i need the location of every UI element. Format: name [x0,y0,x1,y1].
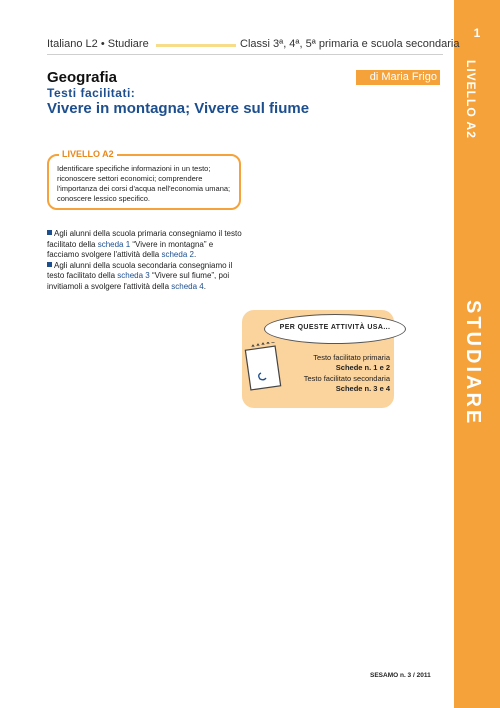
page-number: 1 [473,26,481,40]
header-divider [47,54,443,55]
author-badge: di Maria Frigo [356,70,440,85]
page-title: Geografia [47,69,118,86]
speech-bubble [264,314,406,344]
instruction-paragraph [47,229,245,261]
level-box-label: LIVELLO A2 [59,149,117,159]
paragraph-text: Agli alunni della scuola primaria consegniamo il testo facilitato della [47,229,242,249]
footer-issue: SESAMO n. 3 / 2011 [370,672,431,679]
paragraph-text: “Vivere sul fiume”, poi invitiamoli a svolgere l'attività della [47,271,230,291]
subtitle-topics: Vivere in montagna; Vivere sul fiume [47,100,310,117]
scheda-link: scheda 4 [171,281,204,291]
paragraph-text: Agli alunni della scuola secondaria consegniamo il testo facilitato della [47,260,233,280]
instruction-paragraph [47,261,245,293]
scheda-link: scheda 1 [97,239,131,249]
materials-line: Testo facilitato secondaria [303,373,390,383]
materials-line: Schede n. 1 e 2 [335,363,390,373]
instructions [47,229,245,292]
paragraph-text: “Vivere in montagna” e facciamo svolgere l'attività della [47,239,214,259]
level-objectives-box [47,149,241,210]
scheda-link: scheda 2 [161,250,194,259]
scheda-link: scheda 3 [117,271,150,280]
sidebar [454,0,500,708]
paragraph-text: . [193,250,197,259]
bullet-square-icon [47,230,52,235]
bullet-square-icon [47,262,52,267]
materials-list [290,353,390,394]
header-section: Italiano L2 • Studiare [47,38,149,50]
level-objectives-text: Identificare specifiche informazioni in un testo; riconoscere settori economici; comprendere l'importanza dei corsi d'acqua nell'economia umana; conoscere lessico specifico. [57,164,231,203]
notepad-icon [244,342,284,392]
materials-line: Testo facilitato primaria [313,353,390,362]
paragraph-text: . [203,281,206,291]
materials-line: Schede n. 3 e 4 [335,383,390,393]
header-rule [156,44,236,47]
speech-bubble-text: PER QUESTE ATTIVITÀ USA... [279,324,391,331]
header-classes: Classi 3ª, 4ª, 5ª primaria e scuola secondaria [240,38,460,50]
subtitle: Testi facilitati: [47,86,136,100]
sidebar-subject-label: STUDIARE [462,300,484,427]
sidebar-level-label: LIVELLO A2 [464,60,478,139]
